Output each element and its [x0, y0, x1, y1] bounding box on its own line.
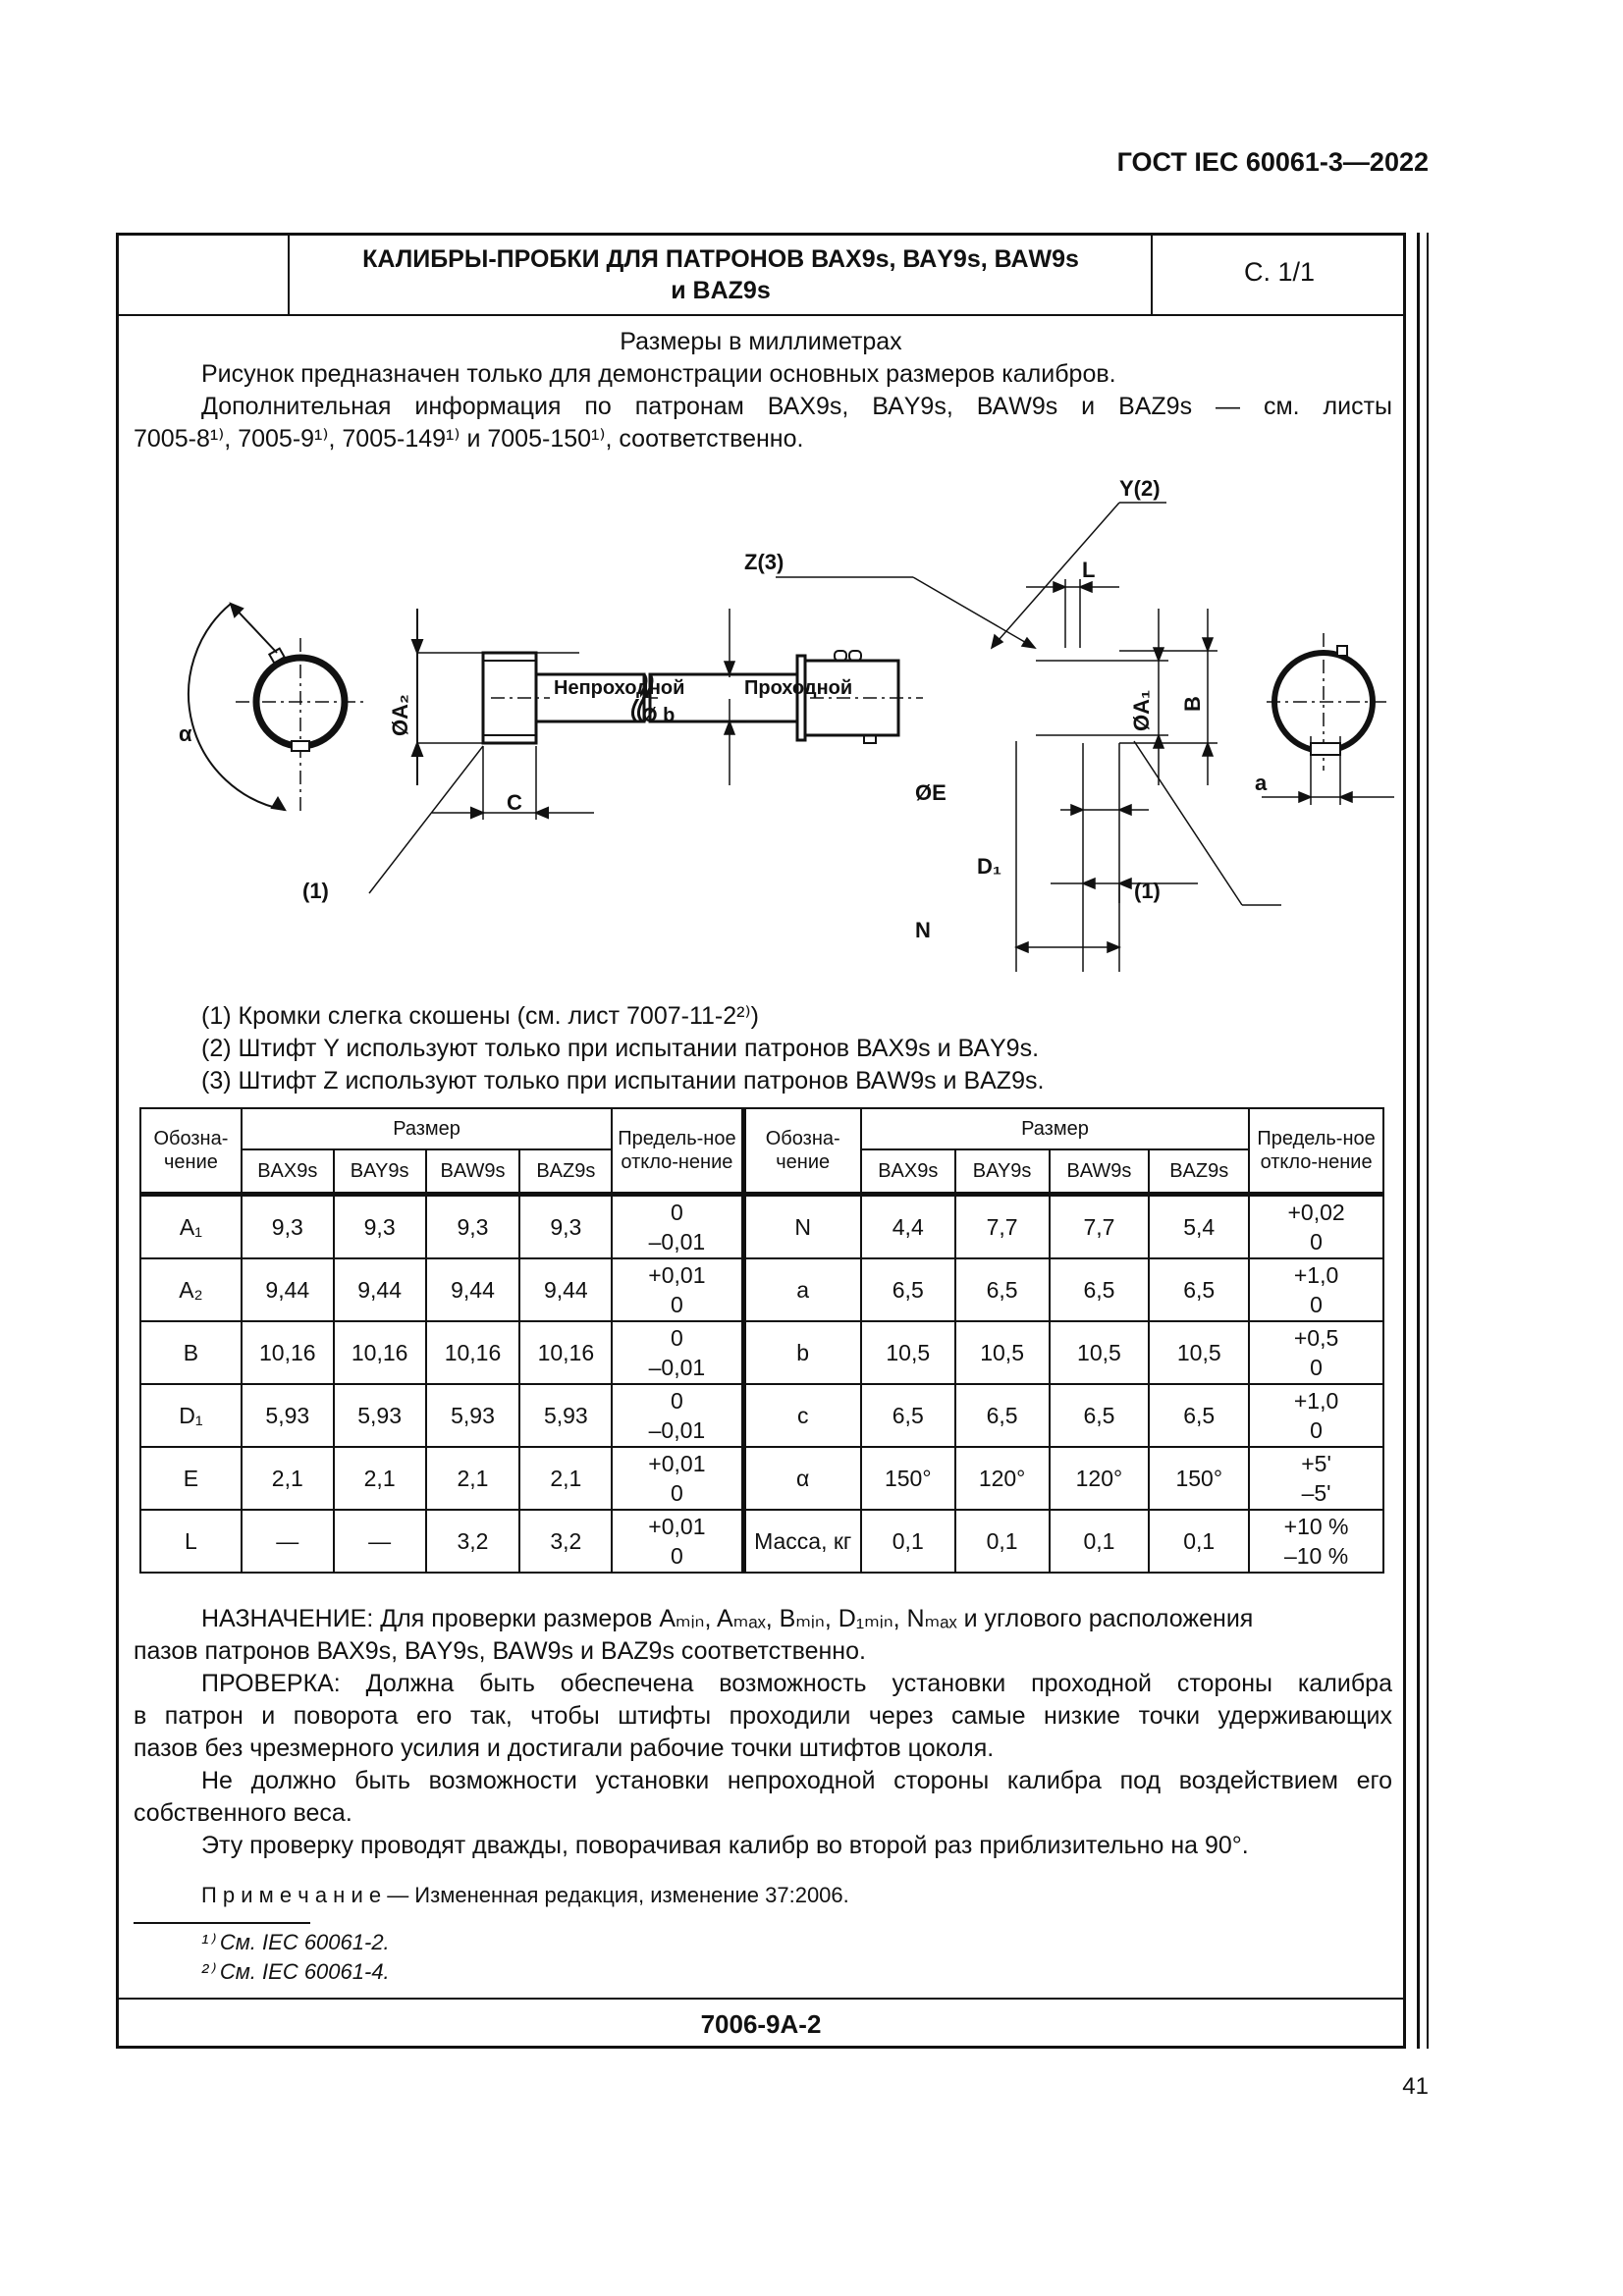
- header-tolerance: Предель-ное откло-нение: [612, 1108, 743, 1195]
- label-a1: ØA₁: [1129, 689, 1154, 731]
- units-note: Размеры в миллиметрах: [620, 328, 902, 355]
- intro-line3: 7005-8¹⁾, 7005-9¹⁾, 7005-149¹⁾ и 7005-150¹⁾, соответственно.: [134, 425, 804, 453]
- col-header: BAZ9s: [519, 1149, 612, 1195]
- tolerance-value: +0,01: [648, 1451, 706, 1476]
- header-size: Размер: [242, 1108, 612, 1149]
- tolerance-value: –0,01: [648, 1229, 706, 1255]
- label-a2: ØA₂: [388, 694, 412, 736]
- table-cell: —: [334, 1510, 426, 1573]
- table-cell: 6,5: [955, 1258, 1050, 1321]
- tolerance-cell: [612, 1384, 743, 1447]
- footnote-separator: [134, 1922, 310, 1924]
- table-cell: 9,3: [426, 1195, 520, 1259]
- header-divider: [288, 233, 290, 316]
- table-cell: 5,4: [1149, 1195, 1249, 1259]
- tolerance-value: +0,01: [648, 1262, 706, 1288]
- tolerance-value: 0: [671, 1292, 683, 1317]
- tolerance-cell: [612, 1447, 743, 1510]
- col-header: BAW9s: [426, 1149, 520, 1195]
- table-cell: 120°: [955, 1447, 1050, 1510]
- table-cell: 9,3: [519, 1195, 612, 1259]
- twice-line: Эту проверку проводят дважды, поворачивая калибр во второй раз приблизительно на 90°.: [201, 1832, 1249, 1859]
- tolerance-value: –10 %: [1283, 1543, 1349, 1569]
- table-cell: 2,1: [334, 1447, 426, 1510]
- tolerance-cell: [612, 1321, 743, 1384]
- footnote-1: ¹⁾ См. IEC 60061-2.: [201, 1930, 390, 1954]
- tolerance-value: 0: [1310, 1417, 1323, 1443]
- intro-line1: Рисунок предназначен только для демонстрации основных размеров калибров.: [201, 360, 1116, 388]
- label-l: L: [1082, 558, 1096, 582]
- document-code: ГОСТ IEC 60061-3—2022: [1116, 147, 1429, 177]
- table-cell: 10,5: [955, 1321, 1050, 1384]
- table-cell: 6,5: [1149, 1384, 1249, 1447]
- table-cell: E: [140, 1447, 242, 1510]
- header-divider: [1151, 233, 1153, 316]
- sheet-id: 7006-9A-2: [700, 2009, 822, 2039]
- table-cell: 9,44: [519, 1258, 612, 1321]
- nogo-line2: собственного веса.: [134, 1799, 352, 1827]
- table-cell: 6,5: [861, 1384, 955, 1447]
- tolerance-cell: [1249, 1510, 1383, 1573]
- table-row: [140, 1195, 1383, 1259]
- label-alpha: α: [179, 721, 192, 746]
- table-cell: 6,5: [1050, 1258, 1150, 1321]
- table-cell: 10,5: [1050, 1321, 1150, 1384]
- tolerance-value: +1,0: [1293, 1388, 1339, 1414]
- sheet-title: [295, 243, 1147, 306]
- label-go: Проходной: [744, 677, 853, 699]
- table-cell: 0,1: [955, 1510, 1050, 1573]
- tolerance-cell: [612, 1510, 743, 1573]
- table-cell: 6,5: [955, 1384, 1050, 1447]
- label-c: C: [507, 790, 522, 815]
- tolerance-value: 0: [1310, 1355, 1323, 1380]
- check-line1: ПРОВЕРКА: Должна быть обеспечена возможность установки проходной стороны калибра: [201, 1670, 1392, 1697]
- table-cell: 120°: [1050, 1447, 1150, 1510]
- table-cell: 2,1: [519, 1447, 612, 1510]
- sheet-title-line2: и BAZ9s: [671, 277, 771, 304]
- purpose-line1: НАЗНАЧЕНИЕ: Для проверки размеров Aₘᵢₙ, Aₘₐₓ, Bₘᵢₙ, D₁ₘᵢₙ, Nₘₐₓ и углового расположения: [201, 1605, 1254, 1632]
- tolerance-value: –0,01: [648, 1417, 706, 1443]
- footnote-2: ²⁾ См. IEC 60061-4.: [201, 1959, 390, 1984]
- table-cell: B: [140, 1321, 242, 1384]
- table-cell: 5,93: [426, 1384, 520, 1447]
- label-y2: Y(2): [1119, 476, 1161, 501]
- table-cell: 2,1: [426, 1447, 520, 1510]
- note-line: П р и м е ч а н и е — Измененная редакция, изменение 37:2006.: [201, 1883, 849, 1907]
- tolerance-value: –5': [1301, 1480, 1331, 1506]
- col-header: BAZ9s: [1149, 1149, 1249, 1195]
- label-n: N: [915, 918, 931, 942]
- label-b: Ø b: [642, 705, 676, 726]
- label-no-go: Непроходной: [554, 677, 685, 699]
- tolerance-cell: [1249, 1195, 1383, 1259]
- note-3: (3) Штифт Z используют только при испытании патронов ВАW9s и BAZ9s.: [201, 1067, 1045, 1095]
- table-cell: 3,2: [519, 1510, 612, 1573]
- label-z3: Z(3): [744, 550, 784, 574]
- col-header: BAX9s: [861, 1149, 955, 1195]
- tolerance-value: +1,0: [1293, 1262, 1339, 1288]
- table-cell: 10,16: [334, 1321, 426, 1384]
- dimensions-table: [139, 1107, 1384, 1574]
- tolerance-cell: [612, 1258, 743, 1321]
- tolerance-value: +10 %: [1283, 1514, 1349, 1539]
- table-cell: 10,16: [426, 1321, 520, 1384]
- table-cell: a: [743, 1258, 861, 1321]
- table-cell: 5,93: [519, 1384, 612, 1447]
- table-row: [140, 1321, 1383, 1384]
- table-cell: 5,93: [242, 1384, 334, 1447]
- label-e: ØE: [915, 780, 947, 805]
- tolerance-value: 0: [671, 1480, 683, 1506]
- table-cell: c: [743, 1384, 861, 1447]
- tolerance-cell: [1249, 1321, 1383, 1384]
- table-cell: 0,1: [1149, 1510, 1249, 1573]
- label-b-dim: B: [1180, 696, 1205, 712]
- table-cell: 10,16: [242, 1321, 334, 1384]
- intro-line2: Дополнительная информация по патронам ВАХ9s, ВАY9s, ВАW9s и BAZ9s — см. листы: [201, 393, 1392, 420]
- header-designation: Обозна-чение: [743, 1108, 861, 1195]
- table-cell: —: [242, 1510, 334, 1573]
- sheet-page-ref: С. 1/1: [1243, 257, 1316, 287]
- check-line3: пазов без чрезмерного усилия и достигали рабочие точки штифтов цоколя.: [134, 1735, 995, 1762]
- table-cell: 10,16: [519, 1321, 612, 1384]
- tolerance-cell: [1249, 1384, 1383, 1447]
- tolerance-cell: [612, 1195, 743, 1259]
- table-cell: 5,93: [334, 1384, 426, 1447]
- table-cell: 150°: [861, 1447, 955, 1510]
- table-cell: 9,44: [334, 1258, 426, 1321]
- table-cell: 10,5: [861, 1321, 955, 1384]
- tolerance-value: 0: [1310, 1229, 1323, 1255]
- table-cell: 6,5: [1050, 1384, 1150, 1447]
- tolerance-cell: [1249, 1447, 1383, 1510]
- table-cell: 150°: [1149, 1447, 1249, 1510]
- table-cell: 0,1: [861, 1510, 955, 1573]
- col-header: BAY9s: [334, 1149, 426, 1195]
- table-cell: 9,3: [334, 1195, 426, 1259]
- purpose-line2: пазов патронов ВАХ9s, ВАY9s, ВАW9s и BAZ9s соответственно.: [134, 1637, 866, 1665]
- table-cell: 4,4: [861, 1195, 955, 1259]
- page-number: 41: [1402, 2073, 1429, 2100]
- sheet-footer-line: [116, 1998, 1406, 2000]
- table-cell: 9,44: [426, 1258, 520, 1321]
- table-cell: 0,1: [1050, 1510, 1150, 1573]
- label-d1: D₁: [977, 854, 1001, 879]
- label-1-right: (1): [1134, 879, 1161, 903]
- table-cell: Масса, кг: [743, 1510, 861, 1573]
- table-cell: b: [743, 1321, 861, 1384]
- tolerance-value: 0: [671, 1388, 683, 1414]
- table-row: [140, 1384, 1383, 1447]
- table-cell: 9,3: [242, 1195, 334, 1259]
- tolerance-cell: [1249, 1258, 1383, 1321]
- table-cell: D₁: [140, 1384, 242, 1447]
- tolerance-value: 0: [671, 1543, 683, 1569]
- label-1-left: (1): [302, 879, 329, 903]
- tolerance-value: 0: [671, 1200, 683, 1225]
- check-line2: в патрон и поворота его так, чтобы штифты проходили через самые низкие точки удерживающих: [134, 1702, 1392, 1730]
- note-1: (1) Кромки слегка скошены (см. лист 7007-11-2²⁾): [201, 1002, 759, 1030]
- table-cell: 7,7: [955, 1195, 1050, 1259]
- table-row: [140, 1258, 1383, 1321]
- tolerance-value: –0,01: [648, 1355, 706, 1380]
- table-cell: 6,5: [861, 1258, 955, 1321]
- table-cell: N: [743, 1195, 861, 1259]
- table-cell: A₁: [140, 1195, 242, 1259]
- tolerance-value: 0: [671, 1325, 683, 1351]
- table-cell: 6,5: [1149, 1258, 1249, 1321]
- tolerance-value: +0,5: [1293, 1325, 1339, 1351]
- tolerance-value: +5': [1301, 1451, 1331, 1476]
- table-row: [140, 1447, 1383, 1510]
- tolerance-value: +0,02: [1287, 1200, 1345, 1225]
- table-cell: 9,44: [242, 1258, 334, 1321]
- col-header: BAX9s: [242, 1149, 334, 1195]
- tolerance-value: +0,01: [648, 1514, 706, 1539]
- gauge-drawing: [137, 461, 1394, 991]
- header-designation: Обозна-чение: [140, 1108, 242, 1195]
- frame-side-line: [1417, 233, 1420, 2049]
- nogo-line1: Не должно быть возможности установки непроходной стороны калибра под воздействием его: [201, 1767, 1392, 1794]
- table-cell: 10,5: [1149, 1321, 1249, 1384]
- col-header: BAY9s: [955, 1149, 1050, 1195]
- header-tolerance: Предель-ное откло-нение: [1249, 1108, 1383, 1195]
- table-row: [140, 1510, 1383, 1573]
- note-2: (2) Штифт Y используют только при испытании патронов ВАХ9s и ВАY9s.: [201, 1035, 1040, 1062]
- label-a: a: [1255, 771, 1268, 795]
- table-cell: A₂: [140, 1258, 242, 1321]
- tolerance-value: 0: [1310, 1292, 1323, 1317]
- table-cell: L: [140, 1510, 242, 1573]
- frame-side-line: [1427, 233, 1429, 2049]
- table-cell: 7,7: [1050, 1195, 1150, 1259]
- sheet-title-line1: КАЛИБРЫ-ПРОБКИ ДЛЯ ПАТРОНОВ ВАХ9s, ВАY9s, ВАW9s: [362, 245, 1079, 273]
- header-size: Размер: [861, 1108, 1249, 1149]
- table-cell: 3,2: [426, 1510, 520, 1573]
- table-cell: α: [743, 1447, 861, 1510]
- table-cell: 2,1: [242, 1447, 334, 1510]
- col-header: BAW9s: [1050, 1149, 1150, 1195]
